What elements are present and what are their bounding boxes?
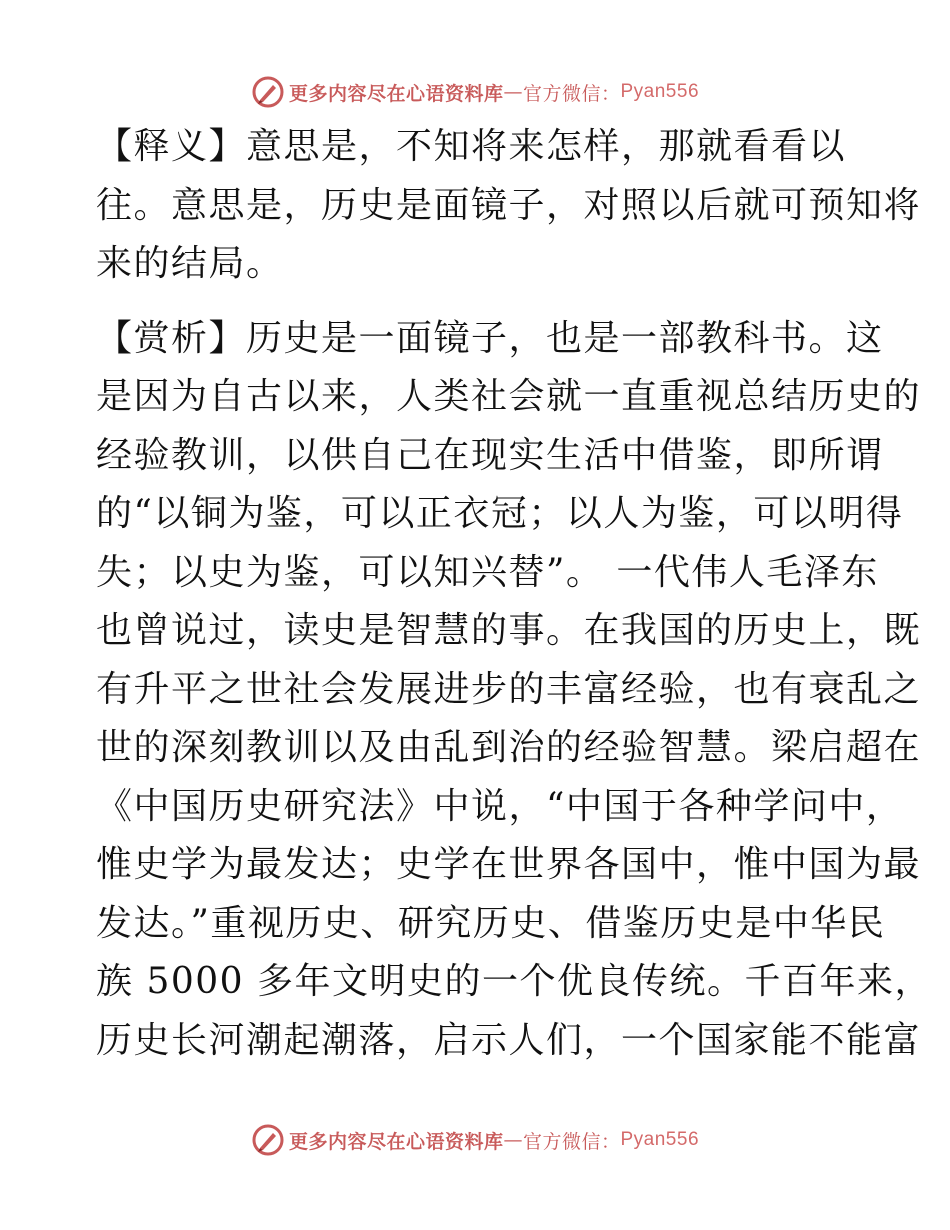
text-line: 有升平之世社会发展进步的丰富经验，也有衰乱之 (96, 668, 922, 710)
header-slogan: 更多内容尽在心语资料库 (288, 82, 504, 105)
pen-circle-logo-icon (251, 1123, 285, 1157)
text-line: 也曾说过，读史是智慧的事。在我国的历史上，既 (96, 610, 922, 651)
pen-circle-logo-icon (251, 75, 285, 109)
text-line: 的“以铜为鉴，可以正衣冠；以人为鉴，可以明得 (96, 493, 904, 534)
text-line: 【赏析】历史是一面镜子，也是一部教科书。这 (96, 317, 884, 359)
text-line: 世的深刻教训以及由乱到治的经验智慧。梁启超在 (96, 727, 922, 768)
footer-wechat-label: 官方微信： (522, 1130, 621, 1153)
header-dash: — (503, 81, 523, 103)
footer-wechat-id: Pyan556 (620, 1129, 700, 1150)
footer-slogan: 更多内容尽在心语资料库 (288, 1130, 504, 1153)
header-wechat-id: Pyan556 (620, 81, 700, 102)
header-banner (0, 72, 950, 112)
text-line: 历史长河潮起潮落，启示人们，一个国家能不能富 (96, 1019, 922, 1061)
text-line: 【释义】意思是，不知将来怎样，那就看看以 (96, 126, 847, 167)
text-line: 族 5000 多年文明史的一个优良传统。千百年来， (96, 961, 933, 1002)
footer-banner (0, 1120, 950, 1160)
header-wechat-label: 官方微信： (522, 82, 621, 105)
document-body (96, 118, 933, 1070)
text-line: 经验教训，以供自己在现实生活中借鉴，即所谓 (96, 434, 884, 476)
footer-dash: — (503, 1129, 523, 1151)
text-line: 是因为自古以来，人类社会就一直重视总结历史的 (96, 376, 922, 417)
text-line: 失；以史为鉴，可以知兴替”。 一代伟人毛泽东 (96, 551, 879, 593)
text-line: 发达。”重视历史、研究历史、借鉴历史是中华民 (96, 902, 886, 944)
paragraph-appreciation (96, 310, 933, 1071)
text-line: 往。意思是，历史是面镜子，对照以后就可预知将 (96, 184, 922, 226)
text-line: 惟史学为最发达；史学在世界各国中，惟中国为最 (96, 844, 922, 885)
text-line: 来的结局。 (96, 243, 284, 284)
paragraph-definition (96, 118, 922, 294)
text-line: 《中国历史研究法》中说，“中国于各种学问中， (96, 785, 904, 827)
